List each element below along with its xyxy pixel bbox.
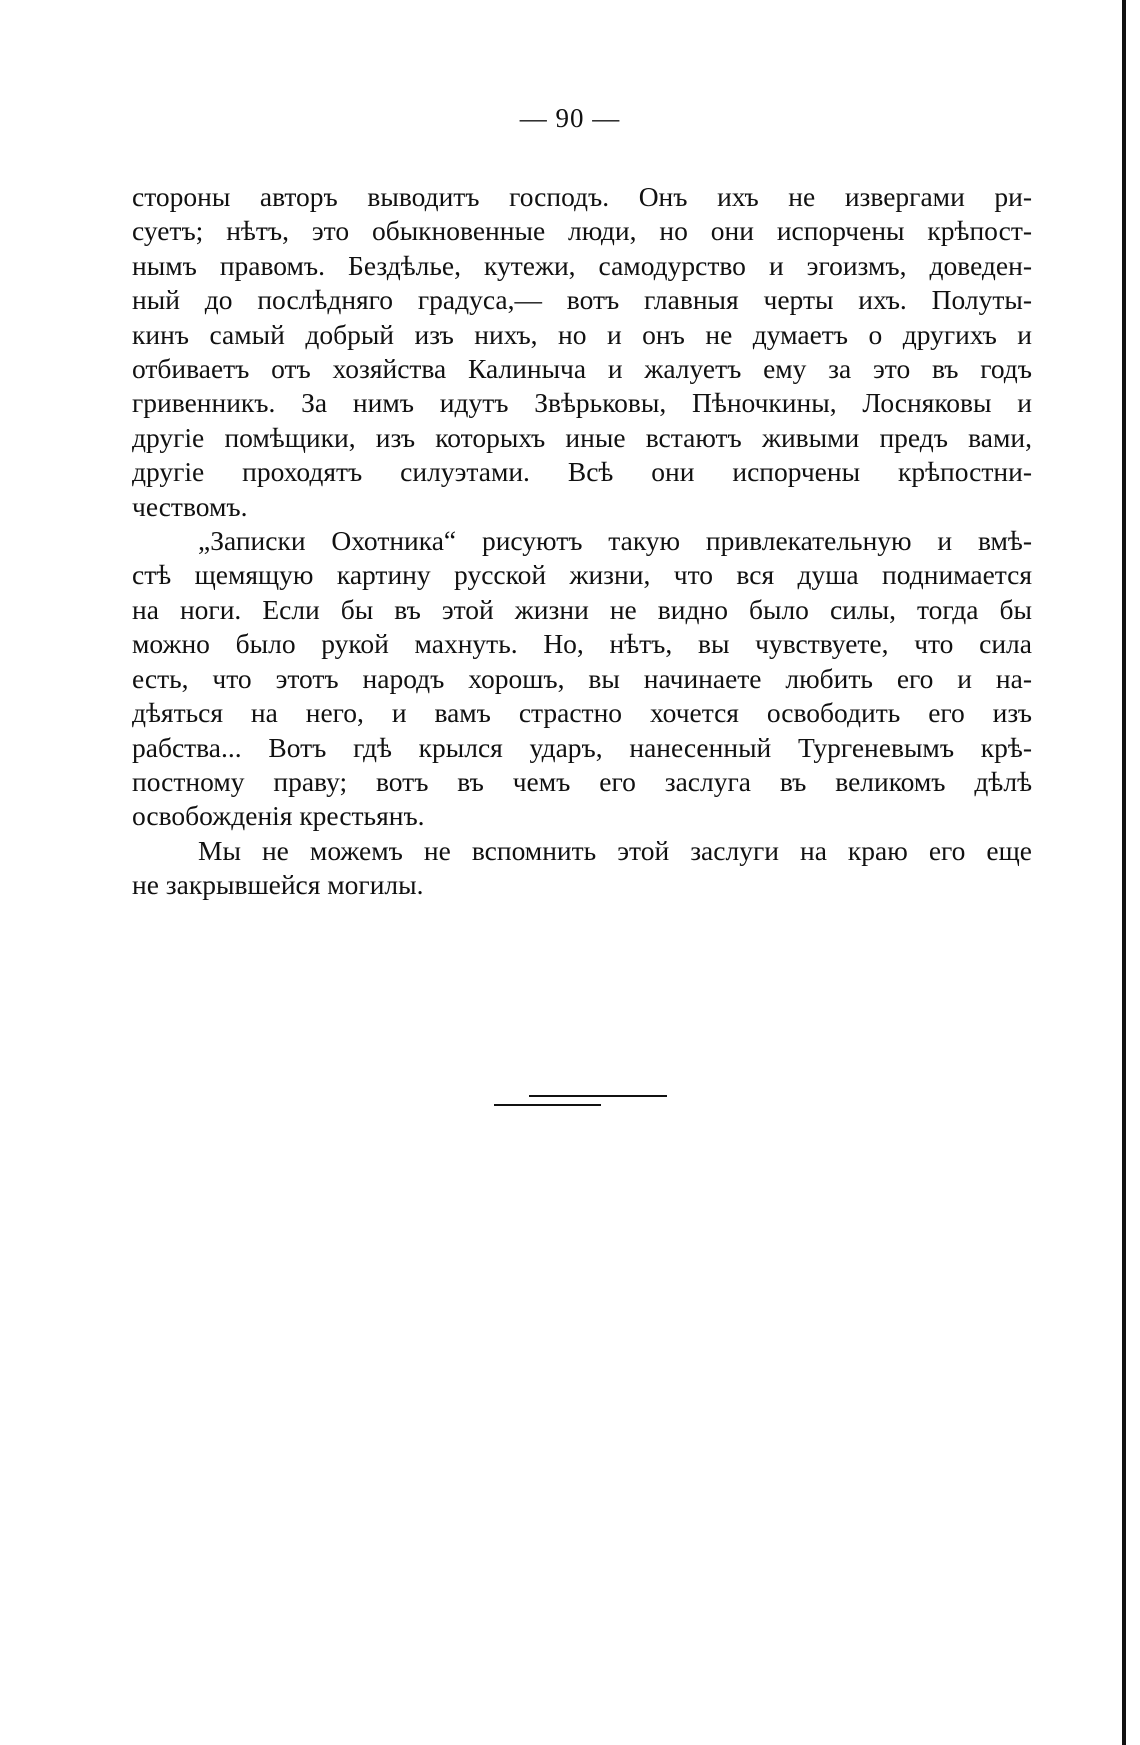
paragraph-2-line-7: рабства... Вотъ гдѣ крылся ударъ, нанесенный Тургеневымъ крѣ- <box>132 731 1032 763</box>
paragraph-2-line-9: освобожденія крестьянъ. <box>132 800 425 832</box>
page-edge-line <box>1122 0 1126 1745</box>
paragraph-3-line-2: не закрывшейся могилы. <box>132 869 424 901</box>
end-rule-top <box>529 1095 667 1097</box>
paragraph-1-line-6: отбиваетъ отъ хозяйства Калиныча и жалуетъ ему за это въ годъ <box>132 353 1032 385</box>
paragraph-2-line-1: „Записки Охотника“ рисуютъ такую привлекательную и вмѣ- <box>198 525 1032 557</box>
paragraph-1-line-9: другіе проходятъ силуэтами. Всѣ они испорчены крѣпостни- <box>132 456 1032 488</box>
paragraph-2-line-3: на ноги. Если бы въ этой жизни не видно было силы, тогда бы <box>132 593 1032 625</box>
paragraph-2-line-8: постному праву; вотъ въ чемъ его заслуга въ великомъ дѣлѣ <box>132 765 1032 797</box>
paragraph-2-line-4: можно было рукой махнуть. Но, нѣтъ, вы чувствуете, что сила <box>132 628 1032 660</box>
paragraph-1-line-8: другіе помѣщики, изъ которыхъ иные встаютъ живыми предъ вами, <box>132 421 1032 453</box>
paragraph-1-line-5: кинъ самый добрый изъ нихъ, но и онъ не думаетъ о другихъ и <box>132 318 1032 350</box>
paragraph-3-line-1: Мы не можемъ не вспомнить этой заслуги на краю его еще <box>198 834 1032 866</box>
end-rule-bottom <box>494 1104 601 1106</box>
paragraph-2-line-6: дѣяться на него, и вамъ страстно хочется освободить его изъ <box>132 697 1032 729</box>
body-text <box>132 180 1032 903</box>
paragraph-1-line-2: суетъ; нѣтъ, это обыкновенные люди, но они испорчены крѣпост- <box>132 215 1032 247</box>
paragraph-1-line-4: ный до послѣдняго градуса,— вотъ главныя черты ихъ. Полуты- <box>132 284 1032 316</box>
page-number: — 90 — <box>519 103 621 133</box>
paragraph-1-line-7: гривенникъ. За нимъ идутъ Звѣрьковы, Пѣночкины, Лосняковы и <box>132 387 1032 419</box>
paragraph-1-line-1: стороны авторъ выводитъ господъ. Онъ ихъ не извергами ри- <box>132 181 1032 212</box>
paragraph-1-line-3: нымъ правомъ. Бездѣлье, кутежи, самодурство и эгоизмъ, доведен- <box>132 249 1032 281</box>
paragraph-2-line-2: стѣ щемящую картину русской жизни, что вся душа поднимается <box>132 559 1032 591</box>
paragraph-1-line-10: чествомъ. <box>132 490 248 522</box>
paragraph-2-line-5: есть, что этотъ народъ хорошъ, вы начинаете любить его и на- <box>132 662 1032 694</box>
